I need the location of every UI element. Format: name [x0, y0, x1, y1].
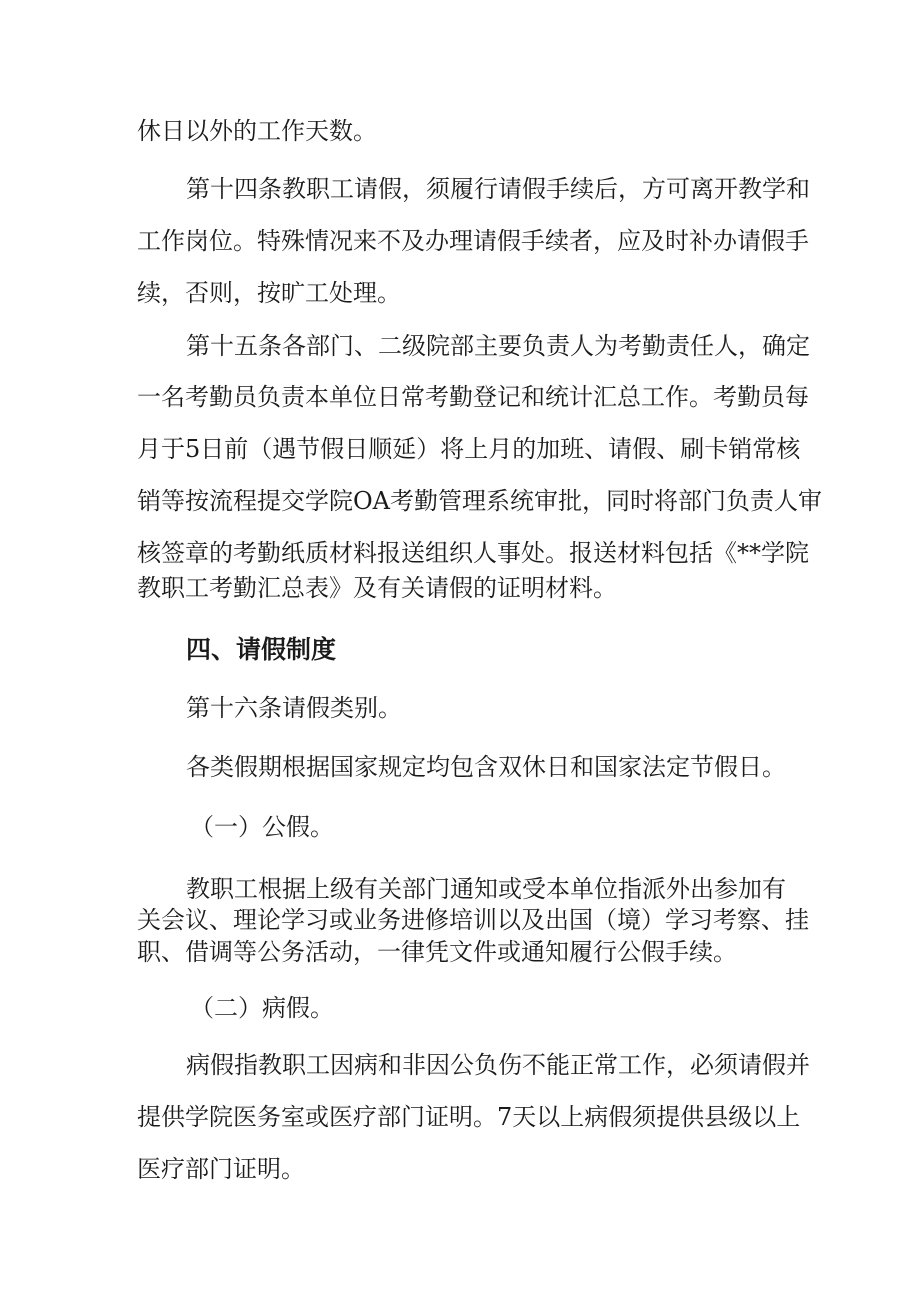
- sick-leave-line-3: 医疗部门证明。: [137, 1155, 305, 1183]
- article-15-line-3: 月于5日前（遇节假日顺延）将上月的加班、请假、刷卡销常核: [137, 435, 801, 463]
- sick-leave-line-1: 病假指教职工因病和非因公负伤不能正常工作，必须请假并: [186, 1051, 810, 1079]
- article-15-line-4: 销等按流程提交学院OA考勤管理系统审批，同时将部门负责人审: [137, 487, 823, 515]
- article-15-line-1: 第十五条各部门、二级院部主要负责人为考勤责任人，确定: [186, 332, 810, 360]
- paragraph-line: 休日以外的工作天数。: [137, 117, 377, 145]
- article-14-line-1: 第十四条教职工请假，须履行请假手续后，方可离开教学和: [186, 175, 810, 203]
- article-15-line-6: 教职工考勤汇总表》及有关请假的证明材料。: [137, 574, 617, 602]
- article-15-line-5: 核签章的考勤纸质材料报送组织人事处。报送材料包括《**学院: [137, 539, 809, 567]
- article-15-line-2: 一名考勤员负责本单位日常考勤登记和统计汇总工作。考勤员每: [137, 383, 809, 411]
- section-heading: 四、请假制度: [186, 635, 337, 664]
- article-14-line-3: 续，否则，按旷工处理。: [137, 279, 401, 307]
- sick-leave-line-2: 提供学院医务室或医疗部门证明。7天以上病假须提供县级以上: [137, 1103, 801, 1131]
- holiday-note: 各类假期根据国家规定均包含双休日和国家法定节假日。: [186, 753, 786, 781]
- public-leave-line-1: 教职工根据上级有关部门通知或受本单位指派外出参加有: [186, 875, 786, 903]
- sick-leave-title: （二）病假。: [190, 994, 334, 1022]
- public-leave-line-3: 职、借调等公务活动，一律凭文件或通知履行公假手续。: [137, 938, 737, 966]
- public-leave-title: （一）公假。: [190, 813, 334, 841]
- article-16-title: 第十六条请假类别。: [186, 694, 402, 722]
- article-14-line-2: 工作岗位。特殊情况来不及办理请假手续者，应及时补办请假手: [137, 227, 809, 255]
- public-leave-line-2: 关会议、理论学习或业务进修培训以及出国（境）学习考察、挂: [137, 906, 809, 934]
